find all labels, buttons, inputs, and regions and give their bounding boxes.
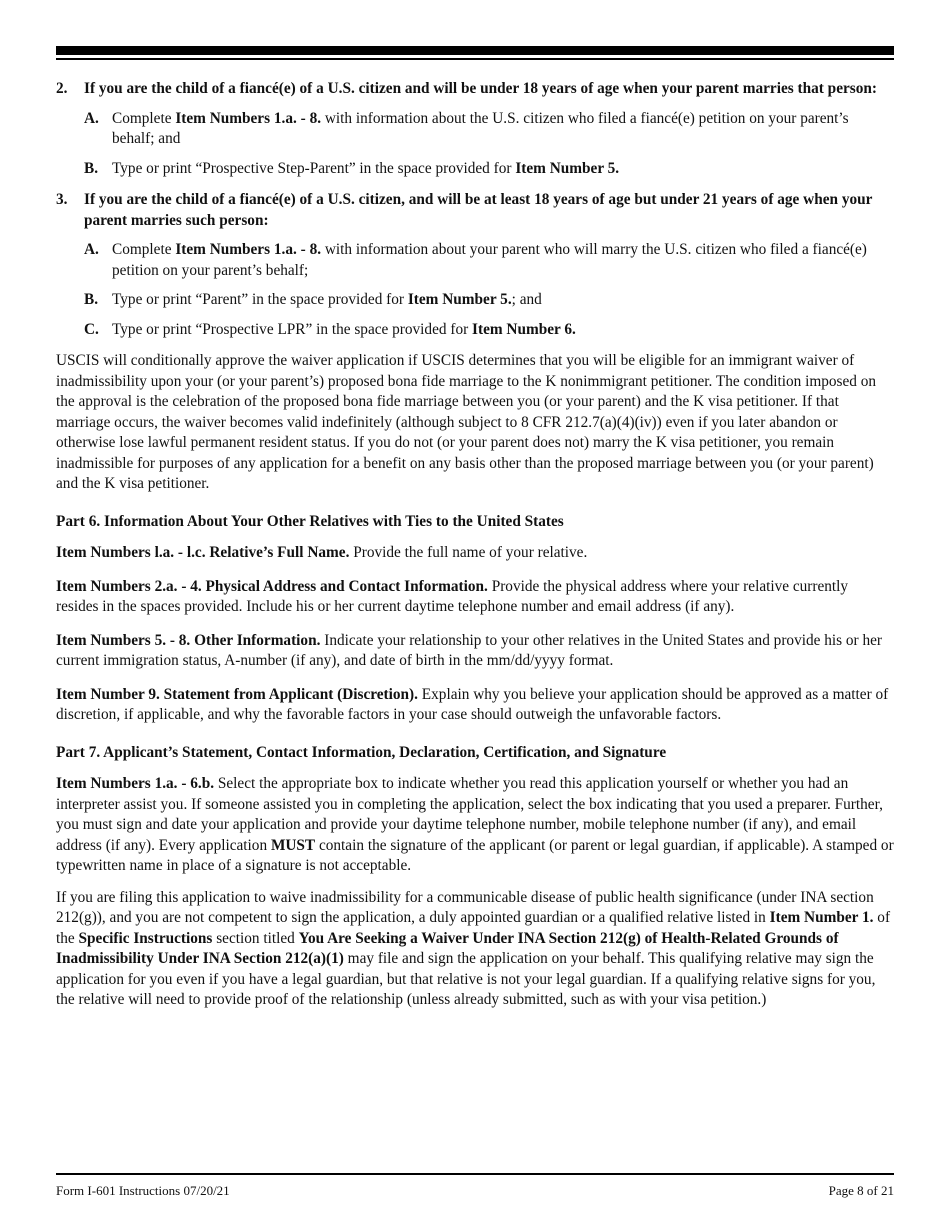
document-body: [56, 79, 894, 1011]
footer-rule: [56, 1173, 894, 1175]
part-6-item-1: Item Numbers l.a. - l.c. Relative’s Full Name. Provide the full name of your relative.: [56, 544, 588, 561]
header-rule-thick: [56, 46, 894, 55]
page-number: Page 8 of 21: [828, 1183, 894, 1198]
part-7-item-1: Item Numbers 1.a. - 6.b. Select the appropriate box to indicate whether you read this application yourself or whether you had an interpreter assist you. If someone assisted you in completing the application, select the box indicating that you used a preparer. Further, you must sign and date your application and provide your daytime telephone number, mobile telephone number (if any), and email address (if any). Every application MUST contain the signature of the applicant (or parent or legal guardian, if applicable). A stamped or typewritten name in place of a signature is not acceptable.: [56, 775, 894, 874]
header-rule-thin: [56, 58, 894, 60]
sub-text: Complete Item Numbers 1.a. - 8. with information about your parent who will marry the U.S. citizen who filed a fiancé(e) petition on your parent’s behalf;: [112, 241, 867, 279]
sub-letter: C.: [84, 320, 99, 338]
part-6-item-9: Item Number 9. Statement from Applicant (Discretion). Explain why you believe your application should be approved as a matter of discretion, if applicable, and why the favorable factors in your case should outweigh the unfavorable factors.: [56, 685, 889, 723]
sub-letter: A.: [84, 241, 99, 258]
part-7-guardian-paragraph: If you are filing this application to waive inadmissibility for a communicable disease of public health significance (under INA section 212(g)), and you are not competent to sign the application, a duly appointed guardian or a qualified relative listed in Item Number 1. of the Specific Instructions section titled You Are Seeking a Waiver Under INA Section 212(g) of Health-Related Grounds of Inadmissibility Under INA Section 212(a)(1) may file and sign the application on your behalf. This qualifying relative may sign the application for you even if you have a legal guardian, but that relative is not your legal guardian. If a qualifying relative signs for you, the relative will need to provide proof of the relationship (unless already submitted, such as with your visa petition.): [56, 888, 891, 1008]
uscis-paragraph: USCIS will conditionally approve the waiver application if USCIS determines that you will be eligible for an immigrant waiver of inadmissibility upon your (or your parent’s) proposed bona fide marriage to the K nonimmigrant petitioner. The condition imposed on the approval is the celebration of the proposed bona fide marriage between you (or your parent) and the K visa petitioner. If that marriage occurs, the waiver becomes valid indefinitely (although subject to 8 CFR 212.7(a)(4)(iv)) even if you later abandon or otherwise lose lawful permanent resident status. If you do not (or your parent does not) marry the K visa petitioner, you remain inadmissible for purposes of any application for a benefit on any basis other than the proposed marriage between you (or your parent) and the K visa petitioner.: [56, 352, 877, 492]
page-footer: [56, 1183, 894, 1199]
item-text: If you are the child of a fiancé(e) of a U.S. citizen, and will be at least 18 years of age but under 21 years of age when your parent marries such person:: [84, 191, 873, 229]
item-3-c: [84, 320, 894, 341]
item-2-a: [84, 109, 894, 150]
sub-text: Type or print “Parent” in the space provided for Item Number 5.; and: [112, 291, 542, 308]
form-id: Form I-601 Instructions 07/20/21: [56, 1183, 230, 1198]
item-3-b: [84, 290, 894, 311]
item-text: If you are the child of a fiancé(e) of a U.S. citizen and will be under 18 years of age when your parent marries that person:: [84, 80, 877, 97]
part-6-item-2: Item Numbers 2.a. - 4. Physical Address and Contact Information. Provide the physical address where your relative currently resides in the spaces provided. Include his or her current daytime telephone number and email address (if any).: [56, 577, 849, 615]
part-7-heading: Part 7. Applicant’s Statement, Contact Information, Declaration, Certification, and Signature: [56, 743, 667, 761]
sub-text: Type or print “Prospective Step-Parent” in the space provided for Item Number 5.: [112, 159, 620, 177]
item-2-b: [84, 159, 894, 180]
item-3-a: [84, 240, 894, 281]
item-2: [56, 79, 894, 100]
sub-letter: B.: [84, 291, 99, 308]
part-6-item-5: Item Numbers 5. - 8. Other Information. Indicate your relationship to your other relatives in the United States and provide his or her current immigration status, A-number (if any), and date of birth in the mm/dd/yyyy format.: [56, 631, 883, 669]
item-number: 3.: [56, 191, 68, 208]
sub-letter: A.: [84, 109, 99, 127]
sub-text: Complete Item Numbers 1.a. - 8. with information about the U.S. citizen who filed a fiancé(e) petition on your parent’s behalf; and: [112, 109, 849, 147]
item-3: [56, 190, 894, 231]
sub-letter: B.: [84, 159, 99, 177]
sub-text: Type or print “Prospective LPR” in the space provided for Item Number 6.: [112, 320, 576, 338]
part-6-heading: Part 6. Information About Your Other Relatives with Ties to the United States: [56, 512, 564, 530]
item-number: 2.: [56, 80, 68, 97]
